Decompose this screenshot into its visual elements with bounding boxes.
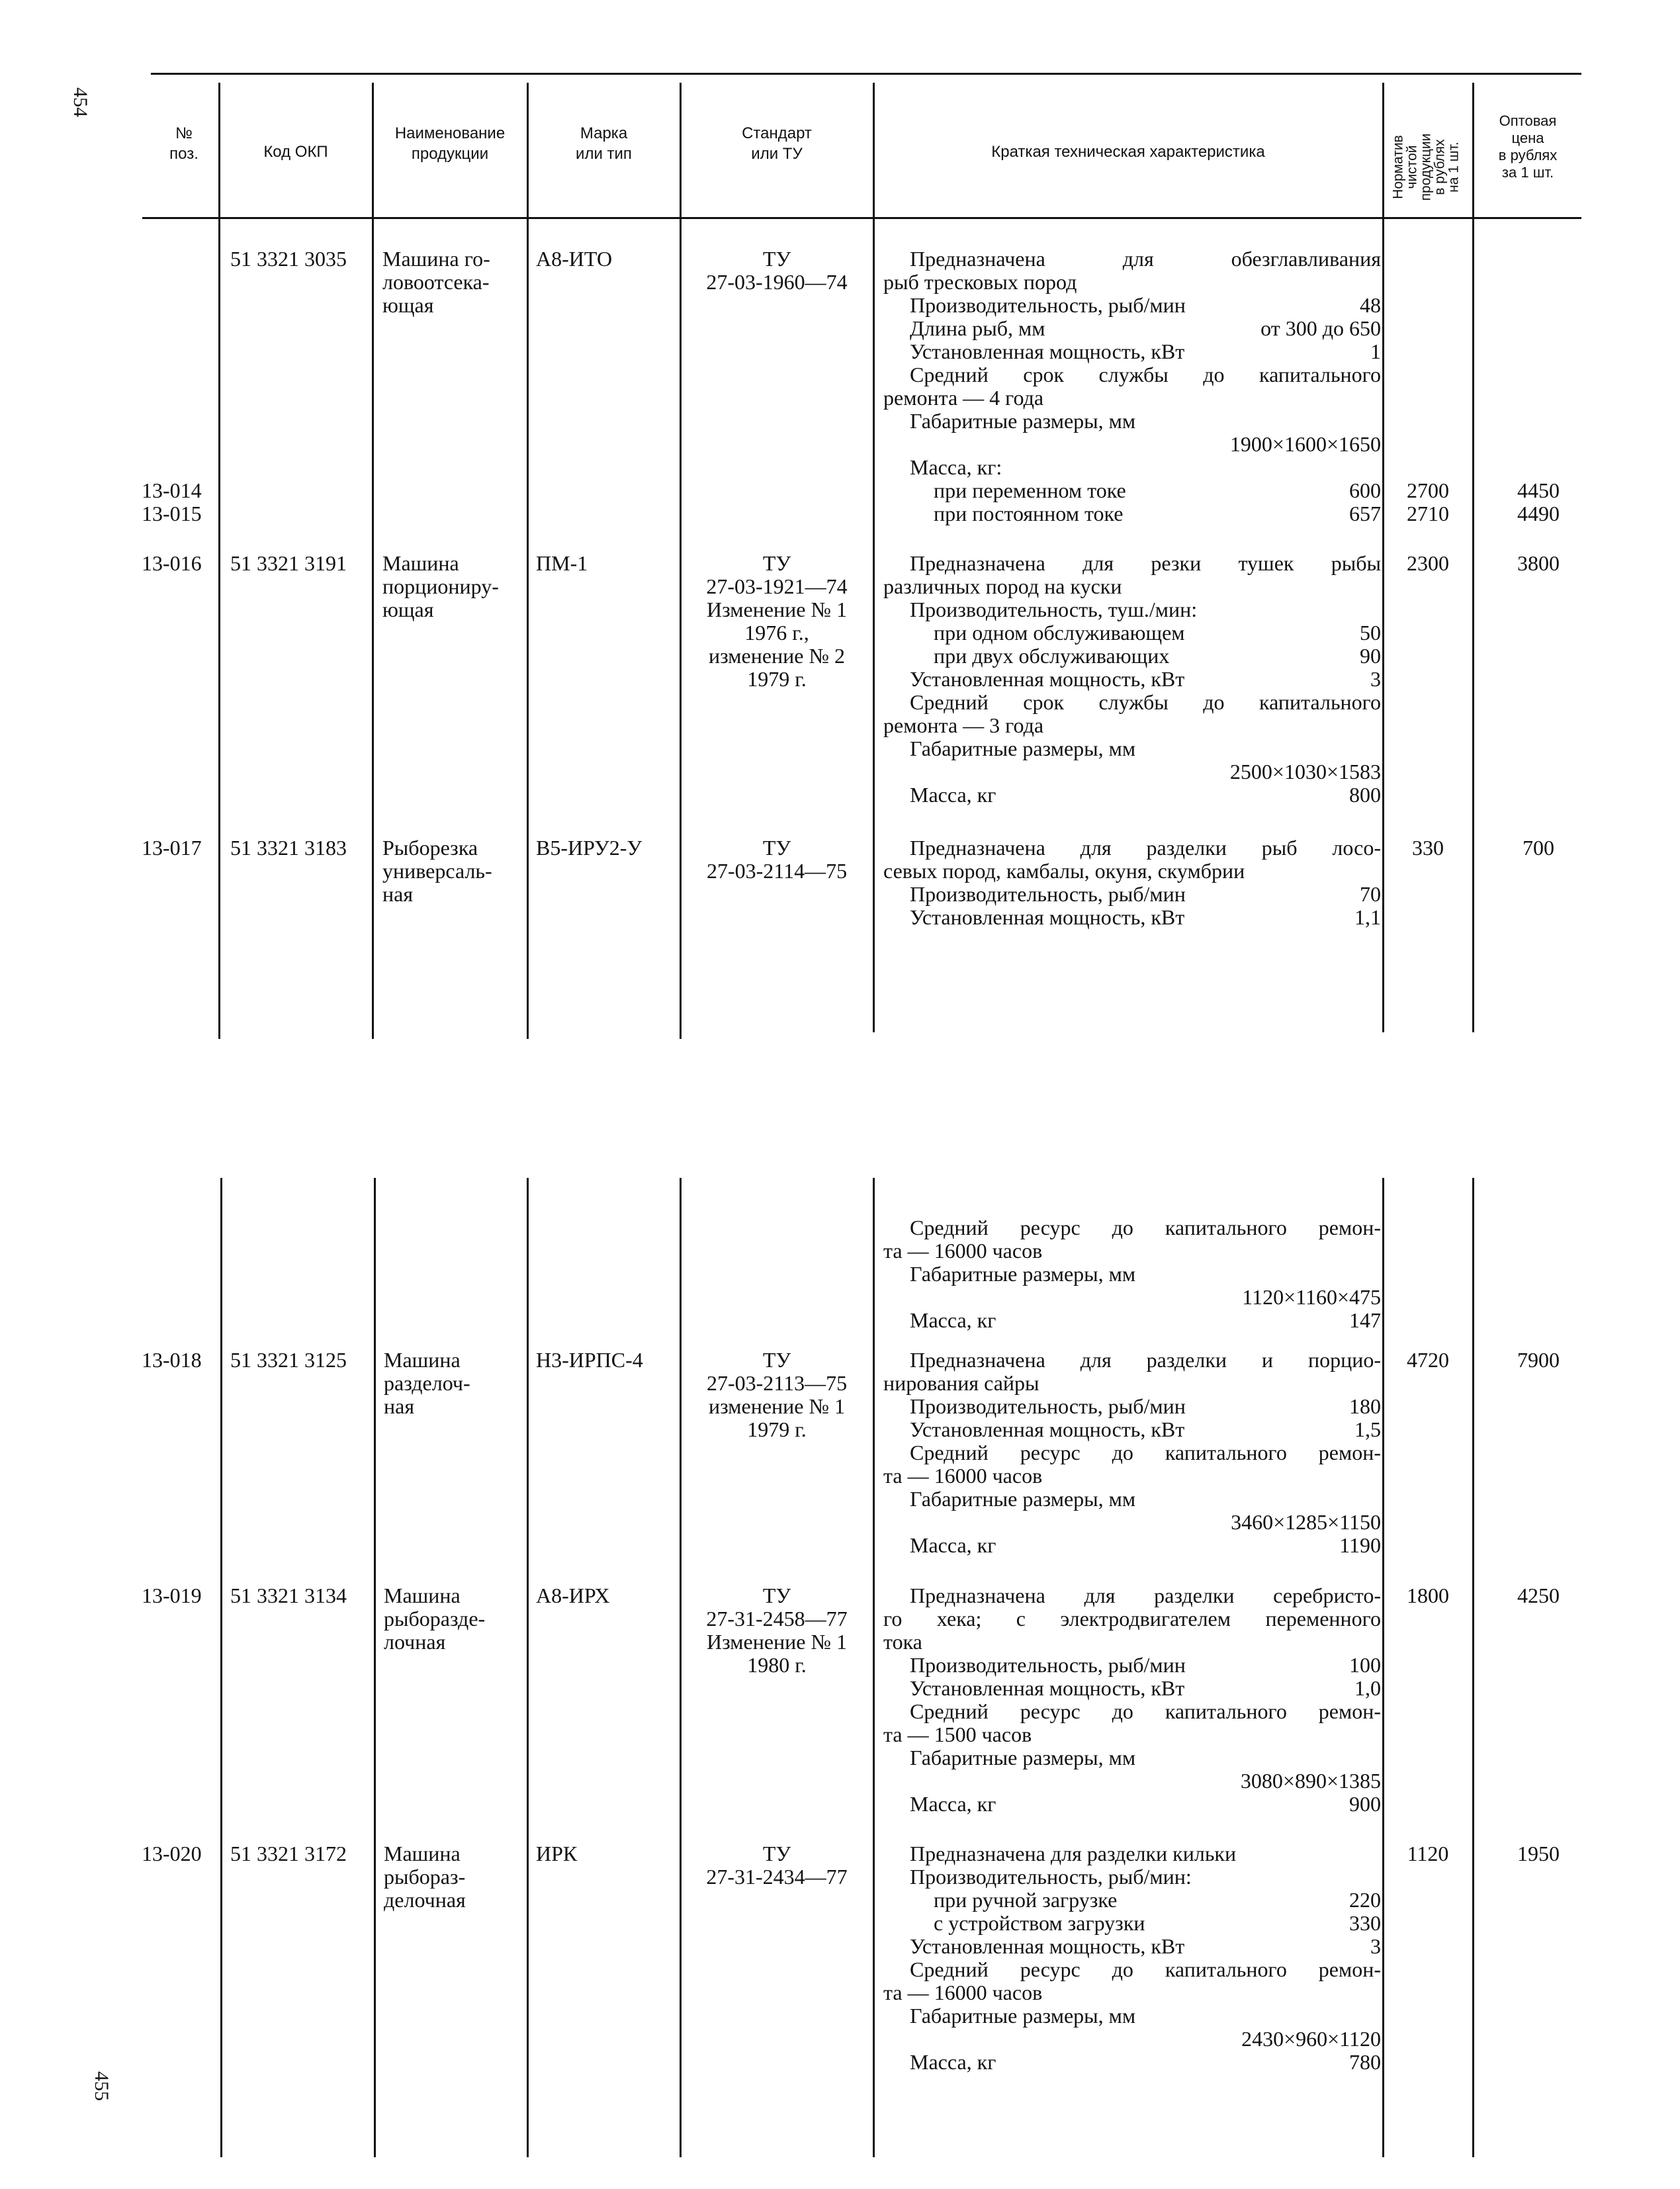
norm-value: 4720 [1407,1348,1449,1372]
col-divider [1472,1178,1474,2157]
product-name: Машина порциониру- ющая [382,551,499,621]
norm-value: 1120 [1407,1842,1449,1865]
pos-number: 13-018 [142,1348,202,1372]
price-value: 700 [1523,836,1554,860]
header-pos: № поз. [169,124,199,163]
pos-number: 13-020 [142,1842,202,1865]
product-name: Машина рыбораз- делочная [384,1842,466,1912]
header-standard: Стандарт или ТУ [742,124,812,163]
okp-code: 51 3321 3125 [230,1348,347,1372]
header-bottom-rule [142,217,1581,219]
okp-code: 51 3321 3191 [230,551,347,575]
header-name: Наименование продукции [394,124,506,163]
okp-code: 51 3321 3134 [230,1584,347,1607]
characteristic: Предназначена для резки тушек рыбы различных пород на куски Производительность, туш./мин: при одном обслуживающем 50 при двух обслуживающих 90 Установленная мощность, кВт 3 Средний срок службы до капитального ремонта — 3 года Габаритные размеры, мм 2500×1030×1583 Масса, кг 800 [883,551,1381,807]
norm-value: 1800 [1407,1584,1449,1607]
price-value: 4490 [1517,502,1560,525]
characteristic: Предназначена для разделки и порцио- нирования сайры Производительность, рыб/мин 180 Установленная мощность, кВт 1,5 Средний ресурс до капитального ремон- та — 16000 часов Габаритные размеры, мм 3460×1285×1150 Масса, кг 1190 [883,1348,1381,1557]
col-divider [220,1178,222,2157]
price-value: 7900 [1517,1348,1560,1372]
product-name: Рыборезка универсаль- ная [382,836,492,906]
mark: ПМ-1 [536,551,588,575]
standard: ТУ 27-31-2458—77 Изменение № 1 1980 г. [706,1584,848,1677]
product-name: Машина разделоч- ная [384,1348,470,1418]
header-norm: Норматив чистой продукции в рублях на 1 шт. [1390,133,1462,201]
mark: А8-ИТО [536,247,613,271]
col-divider [873,1178,875,2157]
col-divider [218,83,220,1039]
header-top-rule [151,73,1581,75]
norm-value: 2710 [1407,502,1449,525]
price-value: 3800 [1517,551,1560,575]
pos-number: 13-019 [142,1584,202,1607]
okp-code: 51 3321 3183 [230,836,347,860]
mark: В5-ИРУ2-У [536,836,642,860]
col-divider [374,1178,376,2157]
characteristic: Предназначена для обезглавливания рыб тресковых пород Производительность, рыб/мин 48 Длина рыб, мм от 300 до 650 Установленная мощность, кВт 1 Средний срок службы до капитального ремонта — 4 года Габаритные размеры, мм 1900×1600×1650 Масса, кг: при переменном токе 600 при постоянном токе 657 [883,247,1381,525]
col-divider [873,83,875,1032]
characteristic: Предназначена для разделки рыб лосо- севых пород, камбалы, окуня, скумбрии Производительность, рыб/мин 70 Установленная мощность, кВт 1,1 [883,836,1381,929]
mark: А8-ИРХ [536,1584,610,1607]
pos-number: 13-014 [142,478,202,502]
standard: ТУ 27-31-2434—77 [706,1842,848,1889]
standard: ТУ 27-03-1921—74 Изменение № 1 1976 г., изменение № 2 1979 г. [706,551,848,691]
price-value: 4250 [1517,1584,1560,1607]
col-divider [372,83,374,1039]
col-divider [1382,1178,1384,2157]
characteristic-continued: Средний ресурс до капитального ремон- та — 16000 часов Габаритные размеры, мм 1120×1160×475 Масса, кг 147 [883,1216,1381,1332]
standard: ТУ 27-03-2113—75 изменение № 1 1979 г. [706,1348,848,1441]
okp-code: 51 3321 3172 [230,1842,347,1865]
standard: ТУ 27-03-1960—74 [706,247,848,294]
product-name: Машина го- ловоотсека- ющая [382,247,490,317]
pos-number: 13-017 [142,836,202,860]
header-okp: Код ОКП [263,143,328,161]
header-price: Оптовая цена в рублях за 1 шт. [1498,112,1558,181]
norm-value: 2300 [1407,551,1449,575]
characteristic: Предназначена для разделки серебристо- го хека; с электродвигателем переменного тока Производительность, рыб/мин 100 Установленная мощность, кВт 1,0 Средний ресурс до капитального ремон- та — 1500 часов Габаритные размеры, мм 3080×890×1385 Масса, кг 900 [883,1584,1381,1816]
price-value: 1950 [1517,1842,1560,1865]
characteristic: Предназначена для разделки кильки Производительность, рыб/мин: при ручной загрузке 220 с устройством загрузки 330 Установленная мощность, кВт 3 Средний ресурс до капитального ремон- та — 16000 часов Габаритные размеры, мм 2430×960×1120 Масса, кг 780 [883,1842,1381,2074]
col-divider [1472,83,1474,1032]
col-divider [527,1178,529,2157]
norm-value: 330 [1412,836,1444,860]
header-characteristic: Краткая техническая характеристика [991,143,1265,161]
product-name: Машина рыборазде- лочная [384,1584,486,1654]
header-mark: Марка или тип [576,124,632,163]
okp-code: 51 3321 3035 [230,247,347,271]
norm-value: 2700 [1407,478,1449,502]
price-value: 4450 [1517,478,1560,502]
mark: ИРК [536,1842,578,1865]
pos-number: 13-015 [142,502,202,525]
page-number-top: 454 [69,87,91,117]
col-divider [527,83,529,1039]
mark: Н3-ИРПС-4 [536,1348,643,1372]
page-number-bottom: 455 [91,2071,112,2101]
pos-number: 13-016 [142,551,202,575]
standard: ТУ 27-03-2114—75 [706,836,848,883]
